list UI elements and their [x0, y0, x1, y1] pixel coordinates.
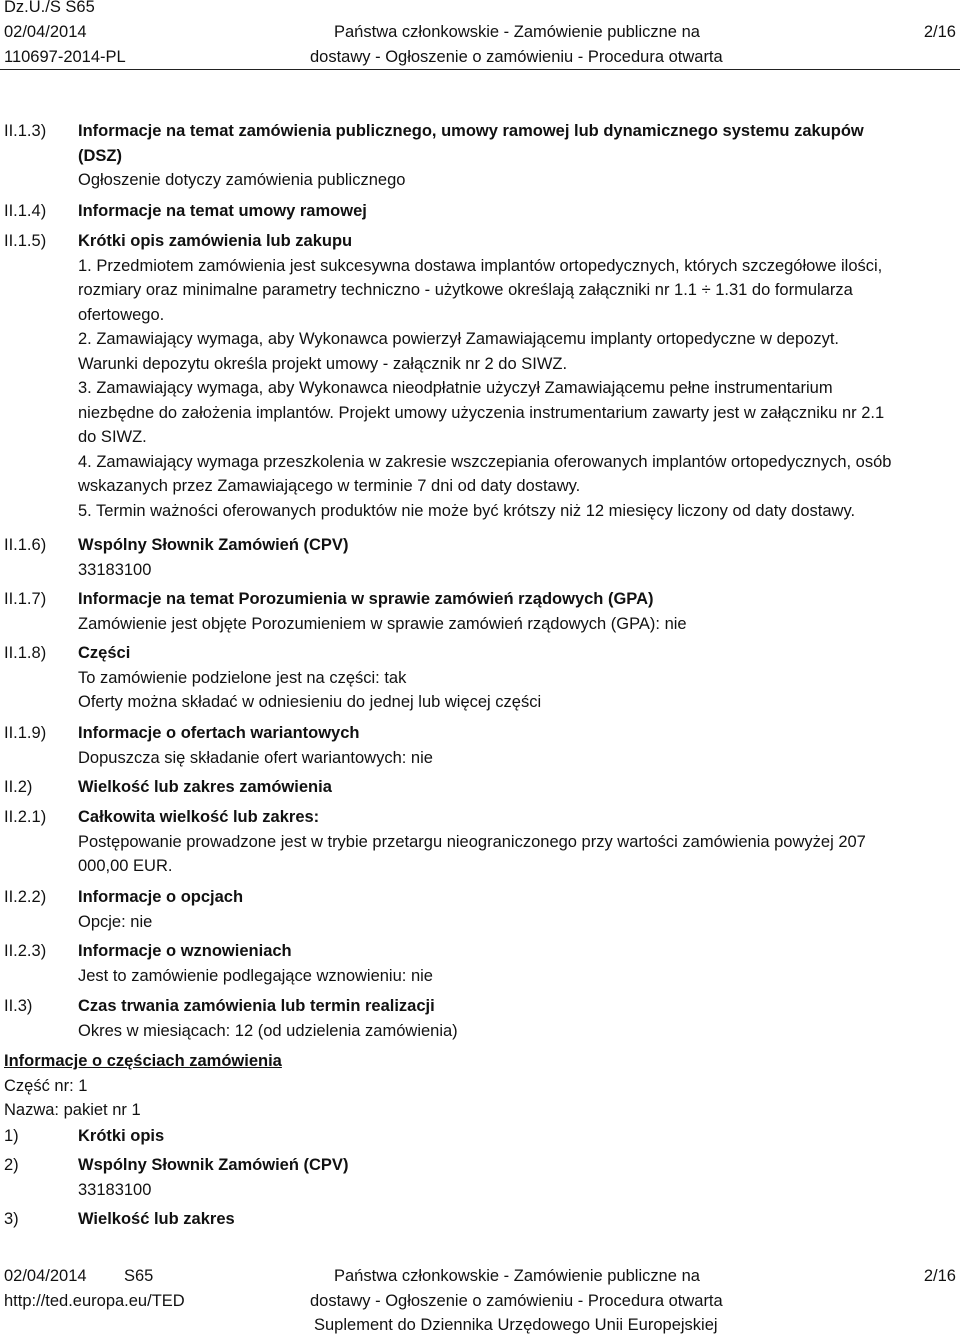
- section-text: 5. Termin ważności oferowanych produktów nie może być krótszy niż 12 miesięcy liczony od daty dostawy.: [78, 501, 856, 520]
- section-number: II.2.1): [4, 808, 47, 826]
- section-text: Dopuszcza się składanie ofert wariantowych: nie: [78, 748, 433, 767]
- footer-date: 02/04/2014: [4, 1267, 87, 1285]
- section-text: 4. Zamawiający wymaga przeszkolenia w zakresie wszczepiania oferowanych implantów ortopedycznych, osób: [78, 452, 892, 471]
- footer-title-line3: Suplement do Dziennika Urzędowego Unii Europejskiej: [314, 1316, 718, 1334]
- parts-section: [4, 1049, 944, 1123]
- section-text: Warunki depozytu określa projekt umowy - załącznik nr 2 do SIWZ.: [78, 354, 568, 373]
- document-id: 110697-2014-PL: [4, 48, 126, 66]
- section-content: [78, 229, 948, 523]
- section-heading: Czas trwania zamówienia lub termin realizacji: [78, 997, 435, 1015]
- section-heading: Wspólny Słownik Zamówień (CPV): [78, 536, 349, 554]
- section-content: [78, 199, 948, 224]
- header-date: 02/04/2014: [4, 23, 87, 41]
- section-content: [78, 775, 948, 800]
- section-heading: (DSZ): [78, 146, 122, 165]
- journal-ref: Dz.U./S S65: [4, 0, 95, 16]
- section-heading: Informacje na temat zamówienia publicznego, umowy ramowej lub dynamicznego systemu zakupów: [78, 122, 864, 140]
- section-content: [78, 587, 948, 636]
- section-content: [78, 885, 948, 934]
- section-text: Zamówienie jest objęte Porozumieniem w sprawie zamówień rządowych (GPA): nie: [78, 614, 687, 633]
- section-heading: Informacje o wznowieniach: [78, 942, 292, 960]
- section-number: II.1.4): [4, 202, 47, 220]
- part-item-label: Krótki opis: [78, 1127, 165, 1145]
- section-text: Oferty można składać w odniesieniu do jednej lub więcej części: [78, 693, 542, 711]
- section-heading: Informacje na temat Porozumienia w sprawie zamówień rządowych (GPA): [78, 590, 654, 608]
- section-number: II.1.9): [4, 724, 47, 742]
- section-heading: Informacje na temat umowy ramowej: [78, 202, 367, 220]
- part-item-value: 33183100: [78, 1180, 152, 1199]
- section-text: ofertowego.: [78, 305, 165, 324]
- section-number: II.2.3): [4, 942, 47, 960]
- section-heading: Krótki opis zamówienia lub zakupu: [78, 232, 353, 250]
- part-name: Nazwa: pakiet nr 1: [4, 1101, 141, 1119]
- part-item-label: Wielkość lub zakres: [78, 1210, 235, 1228]
- section-heading: Całkowita wielkość lub zakres:: [78, 808, 320, 826]
- section-text: Ogłoszenie dotyczy zamówienia publicznego: [78, 171, 406, 189]
- part-item: [78, 1207, 948, 1232]
- section-content: [78, 641, 948, 715]
- section-text: 000,00 EUR.: [78, 857, 173, 875]
- section-text: 33183100: [78, 560, 152, 579]
- header-divider: [0, 69, 960, 70]
- section-text: 2. Zamawiający wymaga, aby Wykonawca powierzył Zamawiającemu implanty ortopedyczne w depozyt.: [78, 330, 839, 348]
- section-text: 3. Zamawiający wymaga, aby Wykonawca nieodpłatnie użyczył Zamawiającemu pełne instrumentarium: [78, 379, 833, 397]
- part-item-number: 1): [4, 1127, 19, 1145]
- footer-url[interactable]: http://ted.europa.eu/TED: [4, 1292, 185, 1310]
- section-heading: Wielkość lub zakres zamówienia: [78, 778, 332, 796]
- section-number: II.1.8): [4, 644, 47, 662]
- section-number: II.3): [4, 997, 33, 1015]
- section-number: II.1.3): [4, 122, 47, 140]
- part-item: [78, 1124, 948, 1149]
- section-text: Jest to zamówienie podlegające wznowieniu: nie: [78, 966, 433, 985]
- section-text: 1. Przedmiotem zamówienia jest sukcesywna dostawa implantów ortopedycznych, których szczegółowe ilości,: [78, 256, 883, 275]
- section-text: wskazanych przez Zamawiającego w terminie 7 dni od daty dostawy.: [78, 477, 581, 495]
- section-number: II.2.2): [4, 888, 47, 906]
- header-title-line2: dostawy - Ogłoszenie o zamówieniu - Procedura otwarta: [310, 48, 723, 66]
- section-text: Okres w miesiącach: 12 (od udzielenia zamówienia): [78, 1021, 458, 1040]
- header-title-line1: Państwa członkowskie - Zamówienie publiczne na: [334, 23, 700, 41]
- footer-title-line1: Państwa członkowskie - Zamówienie publiczne na: [334, 1267, 700, 1285]
- section-heading: Informacje o opcjach: [78, 888, 244, 906]
- page-footer: [0, 1264, 960, 1334]
- section-text: rozmiary oraz minimalne parametry techniczno - użytkowe określają załączniki nr 1.1 ÷ 1.31 do formularza: [78, 281, 853, 299]
- section-content: [78, 939, 948, 988]
- footer-journal: S65: [124, 1267, 154, 1285]
- section-content: [78, 805, 948, 879]
- section-content: [78, 533, 948, 582]
- part-item-number: 2): [4, 1156, 19, 1174]
- parts-heading: Informacje o częściach zamówienia: [4, 1052, 282, 1070]
- footer-page-number: 2/16: [923, 1267, 956, 1285]
- part-item: [78, 1153, 948, 1202]
- section-text: Opcje: nie: [78, 912, 153, 931]
- section-number: II.1.6): [4, 536, 47, 554]
- section-content: [78, 994, 948, 1043]
- page-header: [0, 0, 960, 70]
- section-content: [78, 721, 948, 770]
- section-content: [78, 119, 948, 193]
- part-item-label: Wspólny Słownik Zamówień (CPV): [78, 1156, 349, 1174]
- part-number: Część nr: 1: [4, 1076, 88, 1095]
- part-item-number: 3): [4, 1210, 19, 1228]
- section-text: To zamówienie podzielone jest na części: tak: [78, 668, 407, 687]
- section-number: II.1.5): [4, 232, 47, 250]
- section-number: II.2): [4, 778, 33, 796]
- section-heading: Części: [78, 644, 131, 662]
- header-page-number: 2/16: [923, 23, 956, 41]
- section-heading: Informacje o ofertach wariantowych: [78, 724, 360, 742]
- section-number: II.1.7): [4, 590, 47, 608]
- section-text: do SIWZ.: [78, 428, 147, 446]
- section-text: Postępowanie prowadzone jest w trybie przetargu nieograniczonego przy wartości zamówienia powyżej 207: [78, 832, 866, 851]
- section-text: niezbędne do założenia implantów. Projekt umowy użyczenia instrumentarium zawarty jest w załączniku nr 2.1: [78, 403, 885, 422]
- footer-title-line2: dostawy - Ogłoszenie o zamówieniu - Procedura otwarta: [310, 1292, 723, 1310]
